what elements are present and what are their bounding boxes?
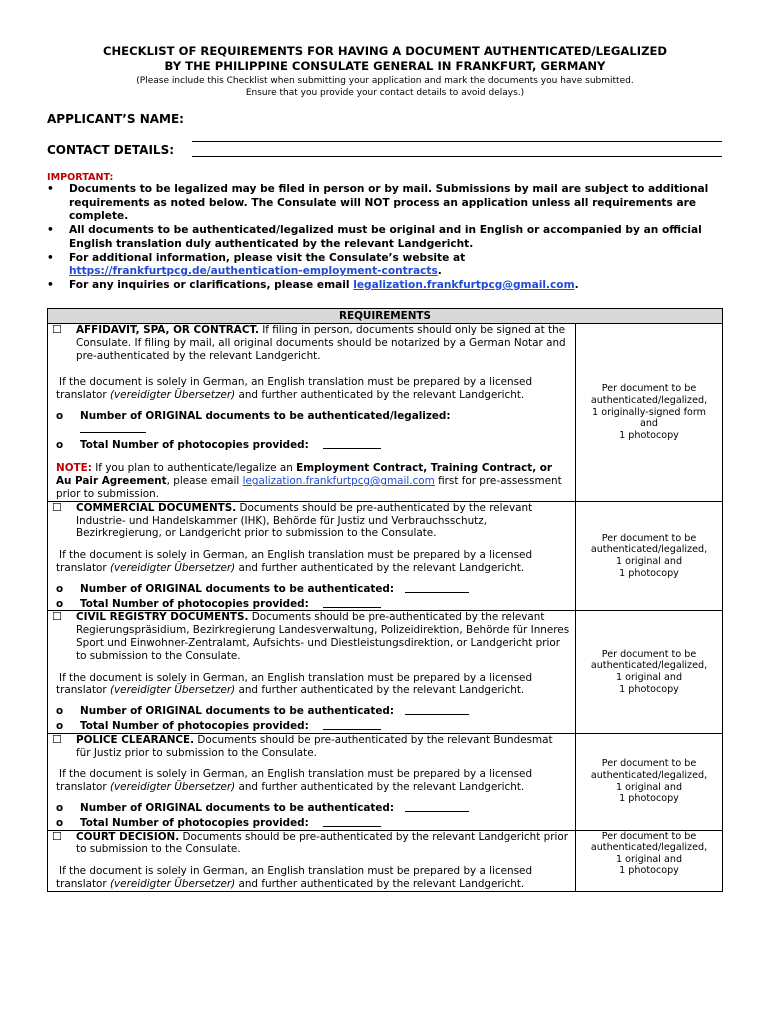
document-title [40,44,730,74]
requirement-row [48,501,723,611]
photocopy-count-label: Total Number of photocopies provided: [80,438,309,451]
translation-text: If the document is solely in German, an English translation must be prepared by a licensed translator [56,768,533,794]
item-title: COMMERCIAL DOCUMENTS. [76,501,237,514]
requirement-row [48,324,723,502]
requirement-cell [48,733,576,830]
photocopy-count-field[interactable] [323,720,381,730]
bullet-dot: • [47,278,54,291]
translation-note [52,768,570,794]
original-count-field[interactable] [80,423,146,433]
fee-line: and [639,418,659,430]
photocopy-count-row [52,817,570,830]
fee-line: 1 originally-signed form [592,406,706,418]
note-text: If you plan to authenticate/legalize an [95,462,293,475]
contact-details-field[interactable] [192,156,722,157]
fee-line: 1 photocopy [619,567,679,579]
original-count-row [52,410,570,423]
note-bold: Employment Contract, Training Contract, or Au Pair Agreement [56,462,553,488]
checkbox-affidavit[interactable]: ☐ [52,323,62,336]
important-item-text: Documents to be legalized may be filed in person or by mail. Submissions by mail are subject to additional requirements as noted below. The Consulate will NOT process an application unless all requirements are complete. [69,183,709,223]
fee-line: 1 original and [615,556,683,568]
translation-text-end: and further authenticated by the relevant Landgericht. [238,684,525,697]
fee-line: 1 photocopy [619,793,679,805]
original-count-row [52,802,570,815]
photocopy-count-field[interactable] [323,439,381,449]
note-text-3: first for pre-assessment prior to submission. [56,475,562,500]
fee-line: authenticated/legalized, [590,394,708,406]
fee-line: Per document to be [601,383,697,395]
period: . [437,265,442,278]
translation-italic: (vereidigter Übersetzer) [109,684,236,697]
sub-bullet: o [56,582,64,595]
photocopy-count-row [52,720,570,733]
website-text: For additional information, please visit the Consulate’s website at [69,251,466,264]
item-title: POLICE CLEARANCE. [76,733,195,746]
original-count-row [52,583,570,596]
original-count-field[interactable] [405,583,469,593]
fee-line: authenticated/legalized, [590,544,708,556]
requirement-cell [48,611,576,733]
fee-line: Per document to be [601,830,697,842]
photocopy-count-label: Total Number of photocopies provided: [80,816,309,829]
original-count-field[interactable] [405,705,469,715]
important-item-text [69,279,727,293]
bullet-dot: • [47,251,54,264]
sub-bullet: o [56,719,64,732]
important-item-text: All documents to be authenticated/legalized must be original and in English or accompanied by an official English translation duly authenticated by the relevant Landgericht. [69,224,702,250]
fee-line: Per document to be [601,648,697,660]
translation-italic: (vereidigter Übersetzer) [109,389,236,402]
item-description: Documents should be pre-authenticated by the relevant Landgericht prior to submission to the Consulate. [76,830,568,856]
important-label: IMPORTANT: [47,172,114,183]
important-item [47,252,727,279]
original-count-row [52,705,570,718]
bullet-dot: • [47,224,54,237]
translation-text: If the document is solely in German, an English translation must be prepared by a licensed translator [56,865,533,890]
photocopy-count-label: Total Number of photocopies provided: [80,719,309,732]
bullet-dot: • [47,183,54,195]
requirement-row [48,830,723,891]
important-item [47,279,727,293]
fee-cell [576,611,723,733]
email-text: For any inquiries or clarifications, please email [69,278,350,291]
translation-note [52,672,570,698]
original-count-label: Number of ORIGINAL documents to be authenticated: [80,582,395,595]
requirements-header: REQUIREMENTS [48,309,723,324]
website-link[interactable]: https://frankfurtpcg.de/authentication-employment-contracts [69,265,438,278]
photocopy-count-row [52,598,570,611]
item-description: Documents should be pre-authenticated by the relevant Regierungspräsidium, Bezirkregierung Landesverwaltung, Polizeidirektion, Behörde für Inneres Sport und Einwohner-Zentralamt, Aufsichts- und Diestleistungsdirektion, or Landgericht prior to submission to the Consulate. [76,611,570,662]
original-count-label: Number of ORIGINAL documents to be authenticated: [80,705,395,718]
photocopy-count-field[interactable] [323,598,381,608]
item-description: Documents should be pre-authenticated by the relevant Industrie- und Handelskammer (IHK), Behörde für Justiz und Verbrauchsschutz, Bezirkregierung, or Landgericht prior to submission to the Consulate. [76,501,533,540]
period: . [574,278,579,291]
fee-cell [576,733,723,830]
note-email-link[interactable]: legalization.frankfurtpcg@gmail.com [242,475,435,488]
note-text-2: , please email [166,475,240,488]
important-item-text [69,252,727,279]
item-title: AFFIDAVIT, SPA, OR CONTRACT. [76,324,259,336]
translation-text: If the document is solely in German, an English translation must be prepared by a licensed translator [56,671,533,697]
translation-text: If the document is solely in German, an English translation must be prepared by a licensed translator [56,376,533,402]
note-label: NOTE: [56,462,92,475]
photocopy-count-label: Total Number of photocopies provided: [80,597,309,610]
requirement-row [48,733,723,830]
original-count-blank-row [52,423,570,437]
item-title: COURT DECISION. [76,830,180,843]
translation-note [52,865,570,891]
sub-bullet: o [56,409,64,422]
fee-line: Per document to be [601,758,697,770]
translation-note [52,549,570,575]
title-line-2: BY THE PHILIPPINE CONSULATE GENERAL IN FRANKFURT, GERMANY [164,59,606,73]
translation-text-end: and further authenticated by the relevant Landgericht. [238,877,525,890]
translation-text-end: and further authenticated by the relevant Landgericht. [238,781,525,794]
fee-cell [576,324,723,502]
applicant-name-field[interactable] [192,141,722,142]
applicant-name-label: APPLICANT’S NAME: [47,112,184,126]
fee-line: 1 photocopy [619,865,679,877]
fee-line: 1 photocopy [619,429,679,441]
translation-text-end: and further authenticated by the relevant Landgericht. [238,561,525,574]
checkbox-civil-registry[interactable]: ☐ [52,610,62,624]
item-description: If filing in person, documents should only be signed at the Consulate. If filing by mail, all original documents should be notarized by a German Notar and pre-authenticated by the relevant Landgericht. [76,324,566,362]
fee-cell [576,501,723,611]
checkbox-commercial[interactable]: ☐ [52,500,62,514]
fee-line: authenticated/legalized, [590,842,708,854]
fee-line: authenticated/legalized, [590,660,708,672]
fee-line: Per document to be [601,532,697,544]
sub-bullet: o [56,816,64,829]
item-description: Documents should be pre-authenticated by the relevant Bundesmat für Justiz prior to submission to the Consulate. [76,733,553,759]
sub-bullet: o [56,597,64,610]
sub-bullet: o [56,801,64,814]
sub-bullet: o [56,705,64,718]
subtitle-line-1: (Please include this Checklist when submitting your application and mark the documents you have submitted. [136,76,634,86]
translation-italic: (vereidigter Übersetzer) [109,561,236,574]
subtitle-line-2: Ensure that you provide your contact details to avoid delays.) [245,88,525,98]
document-subtitle [40,75,730,99]
checkbox-court-decision[interactable]: ☐ [52,829,62,843]
fee-line: authenticated/legalized, [590,770,708,782]
title-line-1: CHECKLIST OF REQUIREMENTS FOR HAVING A DOCUMENT AUTHENTICATED/LEGALIZED [102,44,668,58]
translation-text-end: and further authenticated by the relevant Landgericht. [238,389,525,402]
requirements-table [47,308,723,892]
important-list [47,183,727,293]
fee-cell [576,830,723,891]
important-item [47,224,727,251]
checkbox-police-clearance[interactable]: ☐ [52,732,62,746]
requirement-cell [48,324,576,502]
requirement-row [48,611,723,733]
contact-details-label: CONTACT DETAILS: [47,143,175,157]
fee-line: 1 original and [615,672,683,684]
fee-line: 1 original and [615,853,683,865]
fee-line: 1 original and [615,781,683,793]
important-item [47,183,727,224]
original-count-label: Number of ORIGINAL documents to be authenticated: [80,801,395,814]
sub-bullet: o [56,438,64,451]
email-link[interactable]: legalization.frankfurtpcg@gmail.com [353,278,575,291]
fee-line: 1 photocopy [619,683,679,695]
requirement-cell [48,830,576,891]
original-count-label: Number of ORIGINAL documents to be authenticated/legalized: [80,409,451,422]
photocopy-count-row [52,439,570,452]
photocopy-count-field[interactable] [323,817,381,827]
original-count-field[interactable] [405,802,469,812]
translation-italic: (vereidigter Übersetzer) [109,781,236,794]
translation-note [52,376,570,402]
item-note [52,462,570,500]
translation-italic: (vereidigter Übersetzer) [109,877,236,890]
requirement-cell [48,501,576,611]
translation-text: If the document is solely in German, an English translation must be prepared by a licensed translator [56,549,533,574]
item-title: CIVIL REGISTRY DOCUMENTS. [76,611,249,624]
